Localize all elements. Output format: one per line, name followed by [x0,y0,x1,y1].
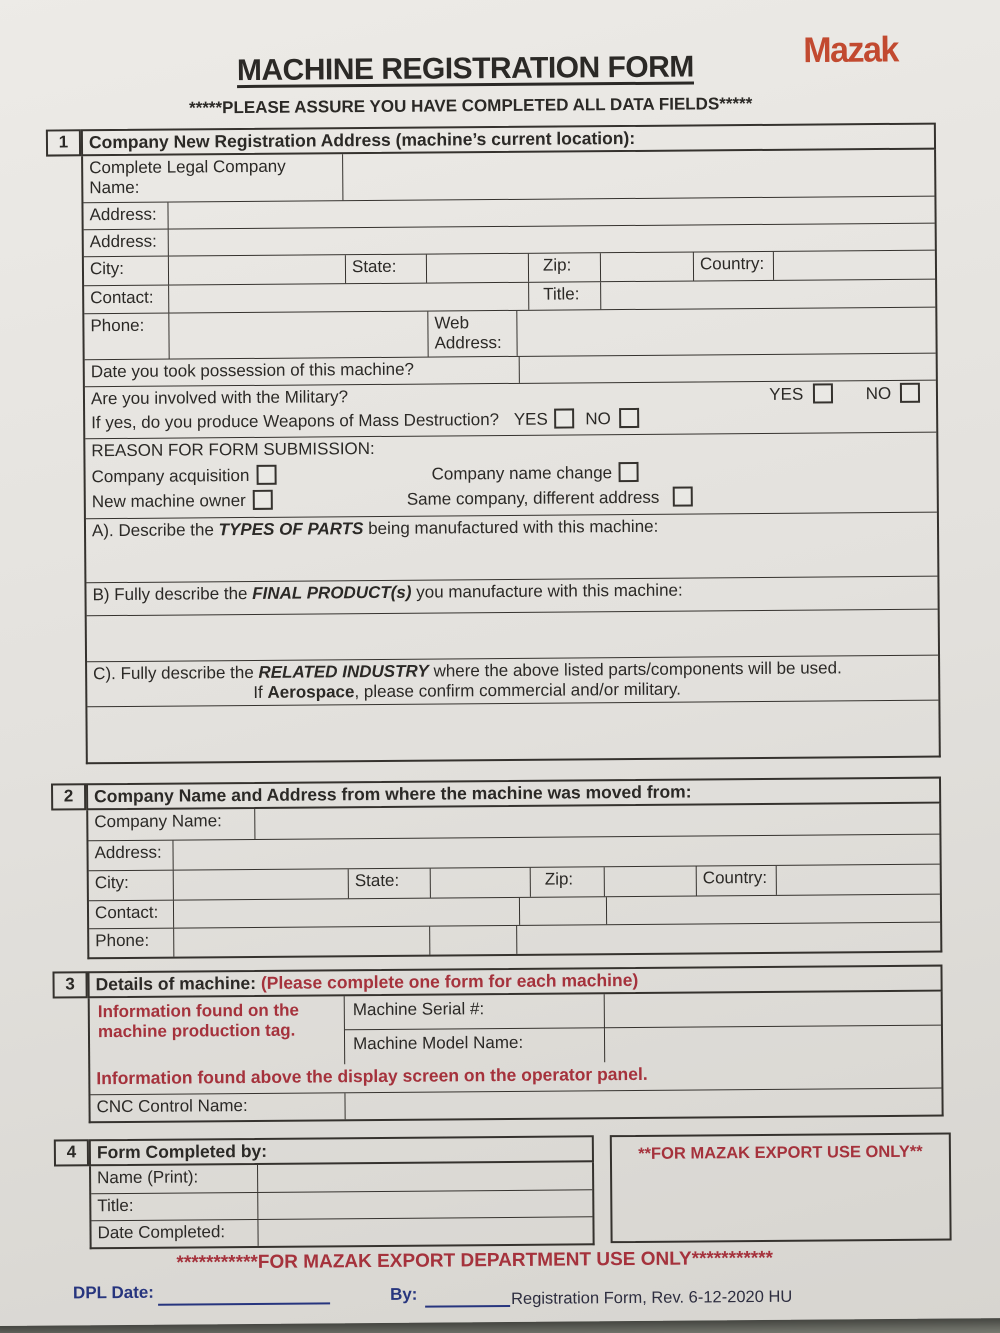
military-yes-checkbox[interactable] [813,383,833,403]
mazak-export-use-box [610,1132,952,1243]
zip-field[interactable] [601,252,694,281]
cnc-control-name-field[interactable] [345,1089,941,1120]
section-1-table [81,150,941,765]
machine-model-field[interactable] [605,1026,941,1063]
section-3-number: 3 [52,971,87,998]
address2-label: Address: [84,230,169,257]
wmd-yes-label: YES [513,409,548,429]
s2-phone-extra-cell2[interactable] [517,923,940,954]
revision-text: Registration Form, Rev. 6-12-2020 HU [510,1287,793,1308]
s2-contact-extra-cell2[interactable] [607,895,940,925]
completed-title-label: Title: [91,1193,258,1220]
s2-address-label: Address: [88,841,173,871]
s2-country-label: Country: [697,866,777,896]
mazak-export-use-text: **FOR MAZAK EXPORT USE ONLY** [638,1142,923,1163]
production-tag-note: Information found on the machine production tag. [90,996,346,1066]
final-product-header-cell: B) Fully describe the FINAL PRODUCT(s) you manufacture with this machine: [92,580,683,605]
zip-label: Zip: [529,253,601,282]
mazak-logo: Mazak [803,29,898,71]
export-department-line: ***********FOR MAZAK EXPORT DEPARTMENT USE ONLY*********** [176,1247,774,1274]
s2-city-field[interactable] [174,869,349,899]
completed-date-label: Date Completed: [91,1220,258,1247]
machine-serial-label: Machine Serial #: [345,994,605,1030]
military-answer-group [769,383,920,405]
s2-company-name-label: Company Name: [88,809,255,840]
same-company-label: Same company, different address [406,487,660,509]
operator-panel-note: Information found above the display screen on the operator panel. [96,1063,648,1089]
machine-model-label: Machine Model Name: [345,1028,605,1064]
wmd-no-checkbox[interactable] [619,408,639,428]
cnc-control-name-label: CNC Control Name: [90,1093,345,1121]
form-title: MACHINE REGISTRATION FORM [236,50,694,88]
wmd-yes-checkbox[interactable] [554,408,574,428]
section-3-table [88,992,944,1124]
s2-country-field[interactable] [777,865,940,895]
completed-date-field[interactable] [258,1217,592,1246]
contact-label: Contact: [84,286,169,314]
reason-line-2 [92,485,931,513]
section-4-title: Form Completed by: [89,1135,594,1166]
s2-city-label: City: [89,871,174,901]
country-field[interactable] [774,251,935,280]
new-machine-owner-checkbox[interactable] [252,490,272,510]
same-company-group [407,486,694,509]
reason-heading: REASON FOR FORM SUBMISSION: [91,438,375,461]
s2-address-field[interactable] [173,835,939,870]
contact-field[interactable] [169,283,529,313]
section-2 [51,777,942,960]
completed-name-label: Name (Print): [91,1165,258,1193]
military-yes-label: YES [769,384,804,404]
title-label: Title: [529,282,601,310]
section-1-title: Company New Registration Address (machine’s current location): [81,123,936,157]
legal-company-name-label: Complete Legal Company Name: [83,154,343,202]
reason-cell [85,433,937,519]
s2-company-name-field[interactable] [255,804,939,839]
s2-phone-label: Phone: [89,929,174,958]
dpl-date-line[interactable] [158,1302,330,1305]
company-acquisition-checkbox[interactable] [256,465,276,485]
reason-line-1 [92,460,931,488]
section-1-number: 1 [46,129,81,156]
section-1 [46,123,941,765]
related-industry-header-cell: C). Fully describe the RELATED INDUSTRY where the above listed parts/components will be used. If Aerospace, please confirm commercial and/or military. [93,658,842,702]
address1-label: Address: [83,203,168,230]
section-3-title-note: (Please complete one form for each machine) [260,969,639,993]
city-label: City: [84,257,169,286]
new-machine-owner-label: New machine owner [91,491,246,512]
same-company-checkbox[interactable] [673,486,693,506]
company-acquisition-label: Company acquisition [91,465,250,487]
by-label: By: [389,1284,418,1304]
legal-company-name-field[interactable] [343,150,934,201]
types-of-parts-cell[interactable]: A). Describe the TYPES OF PARTS being manufactured with this machine: [91,516,659,541]
military-no-label: NO [865,383,892,404]
possession-date-label: Date you took possession of this machine? [85,357,520,386]
completed-title-field[interactable] [258,1190,592,1219]
completed-name-field[interactable] [258,1162,592,1192]
form-subtitle: *****PLEASE ASSURE YOU HAVE COMPLETED ALL DATA FIELDS***** [188,94,753,118]
by-line[interactable] [425,1305,510,1308]
section-2-number: 2 [51,783,86,810]
wmd-question: If yes, do you produce Weapons of Mass Destruction? YES NO [91,406,930,434]
company-name-change-label: Company name change [431,463,613,484]
web-address-field[interactable] [517,308,935,356]
s2-contact-label: Contact: [89,901,174,929]
s2-contact-field[interactable] [174,898,520,928]
s2-zip-label: Zip: [531,867,605,897]
s2-contact-extra-cell[interactable] [520,897,607,925]
s2-phone-field[interactable] [174,927,430,957]
section-3-title: Details of machine: (Please complete one form for each machine) [87,965,942,999]
possession-date-field[interactable] [520,354,936,383]
company-name-change-checkbox[interactable] [619,462,639,482]
s2-phone-extra-cell[interactable] [430,926,517,955]
military-question-1: Are you involved with the Military? YES NO [91,383,930,410]
s2-state-field[interactable] [431,868,531,898]
military-questions-cell [85,381,936,439]
final-product-answer-cell[interactable] [87,610,938,662]
phone-field[interactable] [169,312,428,359]
phone-label: Phone: [84,314,169,360]
section-3 [52,965,943,1124]
section-2-table [86,804,942,960]
machine-serial-field[interactable] [605,992,941,1029]
state-field[interactable] [427,254,529,283]
city-field[interactable] [169,255,346,284]
title-field[interactable] [601,280,935,310]
military-no-checkbox[interactable] [900,383,920,403]
web-address-label: Web Address: [428,311,517,357]
state-label: State: [346,255,427,284]
s2-state-label: State: [349,869,431,899]
dpl-date-label: DPL Date: [72,1282,155,1303]
wmd-no-label: NO [585,409,611,429]
section-4-number: 4 [54,1139,89,1166]
section-4 [54,1133,945,1250]
section-2-title: Company Name and Address from where the machine was moved from: [86,777,941,811]
section-4-table [89,1162,595,1249]
s2-zip-field[interactable] [605,866,697,896]
country-label: Country: [694,252,774,281]
related-industry-answer-cell[interactable] [87,701,938,763]
name-change-group [432,462,639,485]
